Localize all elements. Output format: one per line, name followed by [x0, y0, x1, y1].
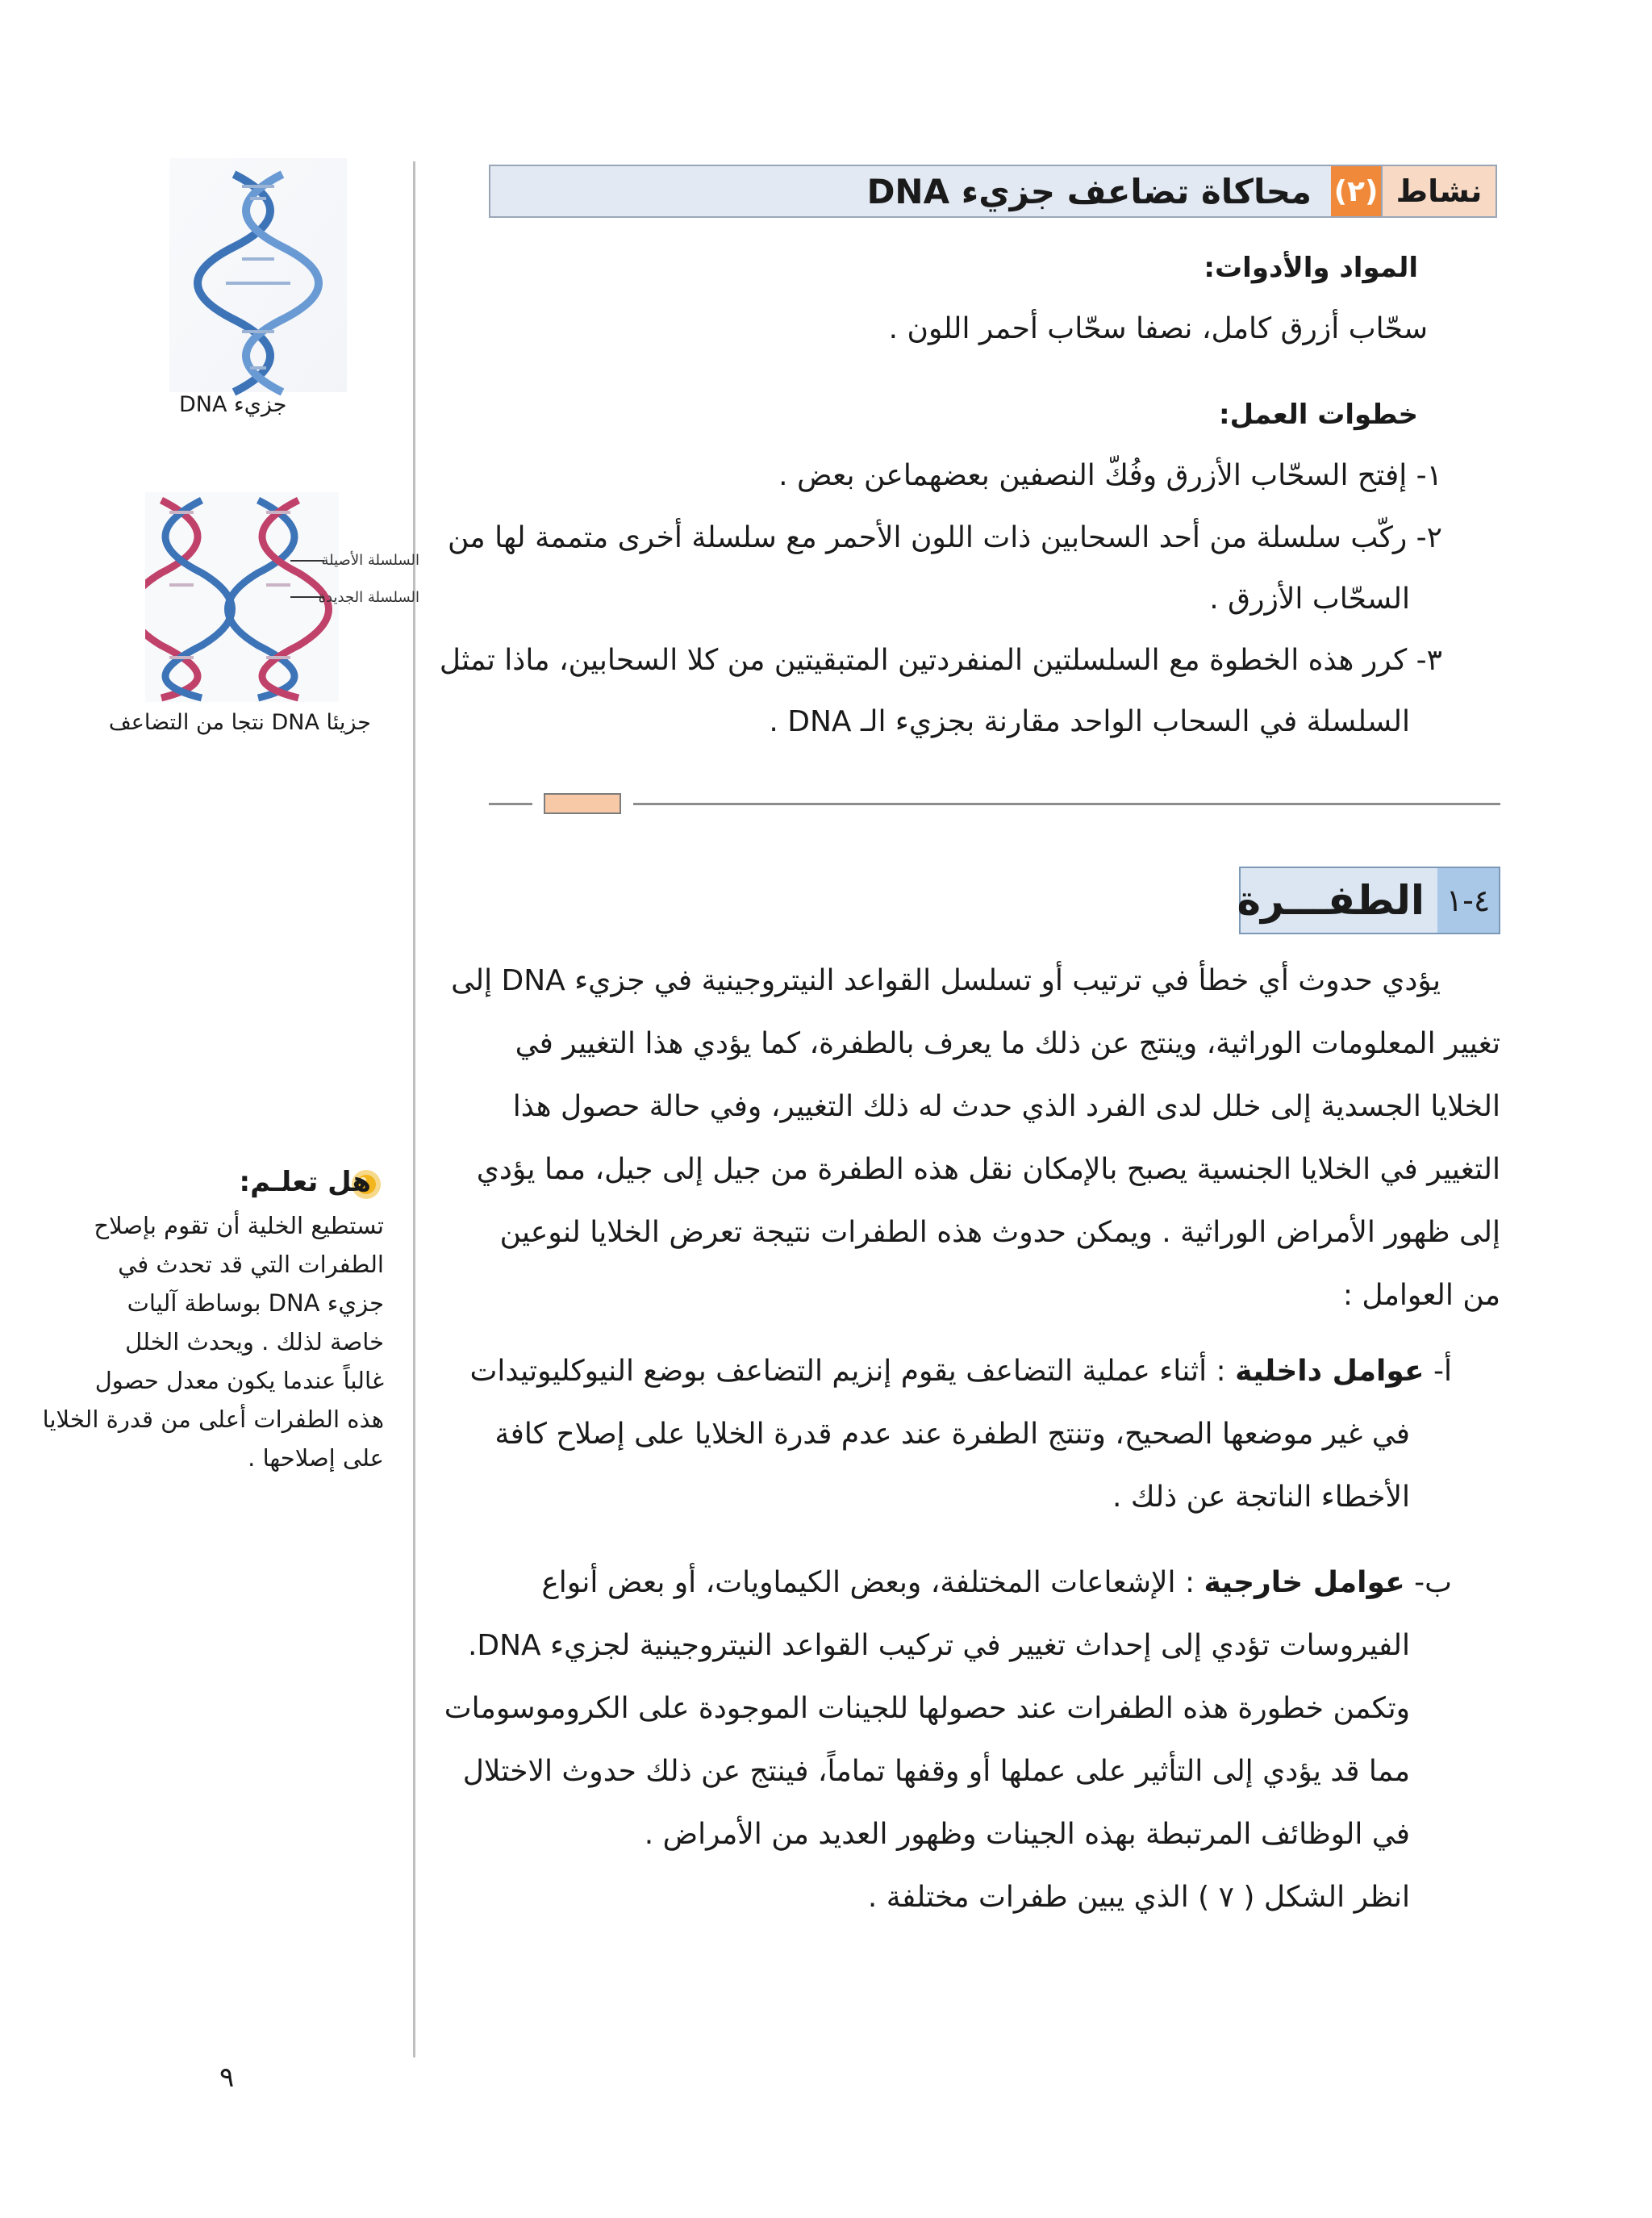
- step-line: ١- إفتح السحّاب الأزرق وفُكّ النصفين بعضهماعن بعض .: [778, 459, 1442, 492]
- paragraph-line: التغيير في الخلايا الجنسية يصبح بالإمكان نقل هذه الطفرة من جيل إلى جيل، مما يؤدي: [476, 1153, 1500, 1186]
- list-prefix: ب-: [1404, 1566, 1452, 1599]
- external-factors-line: الفيروسات تؤدي إلى إحداث تغيير في تركيب القواعد النيتروجينية لجزيء DNA.: [467, 1629, 1410, 1662]
- did-you-know-line: خاصة لذلك . ويحدث الخلل: [125, 1328, 384, 1355]
- separator-box: [544, 793, 621, 814]
- column-divider: [413, 161, 415, 2057]
- dna-molecule-image: [161, 158, 355, 400]
- external-factors-line: وتكمن خطورة هذه الطفرات عند حصولها للجينات الموجودة على الكروموسومات: [444, 1692, 1410, 1725]
- external-factors-line: [541, 1565, 1452, 1600]
- external-factors-label: عوامل خارجية: [1204, 1566, 1405, 1599]
- original-strand-label: السلسلة الأصيلة: [321, 552, 419, 569]
- paragraph-line: الخلايا الجسدية إلى خلل لدى الفرد الذي حدث له ذلك التغيير، وفي حالة حصول هذا: [512, 1090, 1500, 1123]
- did-you-know-line: على إصلاحها .: [248, 1444, 384, 1472]
- external-factors-line: في الوظائف المرتبطة بهذه الجينات وظهور العديد من الأمراض .: [644, 1818, 1410, 1851]
- step-line: السلسلة في السحاب الواحد مقارنة بجزيء الـ DNA .: [769, 705, 1410, 738]
- step-line: ٢- ركّب سلسلة من أحد السحابين ذات اللون الأحمر مع سلسلة أخرى متممة لها من: [447, 521, 1442, 554]
- step-line: السحّاب الأزرق .: [1209, 583, 1410, 616]
- section-header: [1239, 867, 1500, 934]
- did-you-know-line: هذه الطفرات أعلى من قدرة الخلايا: [42, 1406, 384, 1433]
- activity-header: [489, 165, 1497, 218]
- external-factors-text: : الإشعاعات المختلفة، وبعض الكيماويات، أو بعض أنواع: [541, 1566, 1195, 1599]
- replicated-dna-caption: جزيئا DNA نتجا من التضاعف: [108, 710, 371, 735]
- did-you-know-line: الطفرات التي قد تحدث في: [118, 1251, 384, 1278]
- internal-factors-line: الأخطاء الناتجة عن ذلك .: [1112, 1481, 1410, 1514]
- external-factors-line: مما قد يؤدي إلى التأثير على عملها أو وقفها تماماً، فينتج عن ذلك حدوث الاختلال: [462, 1755, 1410, 1788]
- paragraph-line: تغيير المعلومات الوراثية، وينتج عن ذلك ما يعرف بالطفرة، كما يؤدي هذا التغيير في: [515, 1027, 1500, 1060]
- paragraph-line: من العوامل :: [1342, 1279, 1500, 1312]
- section-title: الطفـــرة: [1237, 877, 1425, 924]
- new-strand-label: السلسلة الجديدة: [318, 589, 419, 606]
- did-you-know-line: جزيء DNA بوساطة آليات: [127, 1289, 384, 1317]
- paragraph-line: إلى ظهور الأمراض الوراثية . ويمكن حدوث هذه الطفرات نتيجة تعرض الخلايا لنوعين: [499, 1216, 1500, 1249]
- dna-caption: جزيء DNA: [179, 392, 287, 417]
- page-number: ٩: [219, 2061, 235, 2094]
- materials-text: سحّاب أزرق كامل، نصفا سحّاب أحمر اللون .: [888, 312, 1428, 345]
- steps-heading: خطوات العمل:: [1219, 399, 1418, 431]
- internal-factors-text: : أثناء عملية التضاعف يقوم إنزيم التضاعف بوضع النيوكليوتيدات: [469, 1355, 1226, 1388]
- internal-factors-label: عوامل داخلية: [1235, 1355, 1425, 1388]
- external-factors-line: انظر الشكل ( ٧ ) الذي يبين طفرات مختلفة .: [867, 1881, 1410, 1914]
- replicated-dna-image: [145, 492, 339, 702]
- did-you-know-line: تستطيع الخلية أن تقوم بإصلاح: [94, 1212, 384, 1239]
- activity-title: محاكاة تضاعف جزيء DNA: [866, 171, 1312, 211]
- paragraph-line: يؤدي حدوث أي خطأ في ترتيب أو تسلسل القواعد النيتروجينية في جزيء DNA إلى: [451, 964, 1441, 997]
- materials-heading: المواد والأدوات:: [1204, 252, 1418, 284]
- internal-factors-line: في غير موضعها الصحيح، وتنتج الطفرة عند عدم قدرة الخلايا على إصلاح كافة: [494, 1418, 1410, 1451]
- internal-factors-line: [469, 1354, 1452, 1389]
- separator-line: [633, 803, 1500, 805]
- separator-line: [489, 803, 532, 805]
- activity-number: (٢): [1331, 166, 1381, 216]
- activity-label: نشاط: [1381, 166, 1496, 216]
- step-line: ٣- كرر هذه الخطوة مع السلسلتين المنفردتين المتبقيتين من كلا السحابين، ماذا تمثل: [439, 644, 1442, 677]
- list-prefix: أ-: [1424, 1355, 1452, 1388]
- did-you-know-title: هل تعلـم:: [239, 1166, 371, 1198]
- section-number: ٤-١: [1437, 868, 1499, 933]
- did-you-know-line: غالباً عندما يكون معدل حصول: [94, 1367, 384, 1394]
